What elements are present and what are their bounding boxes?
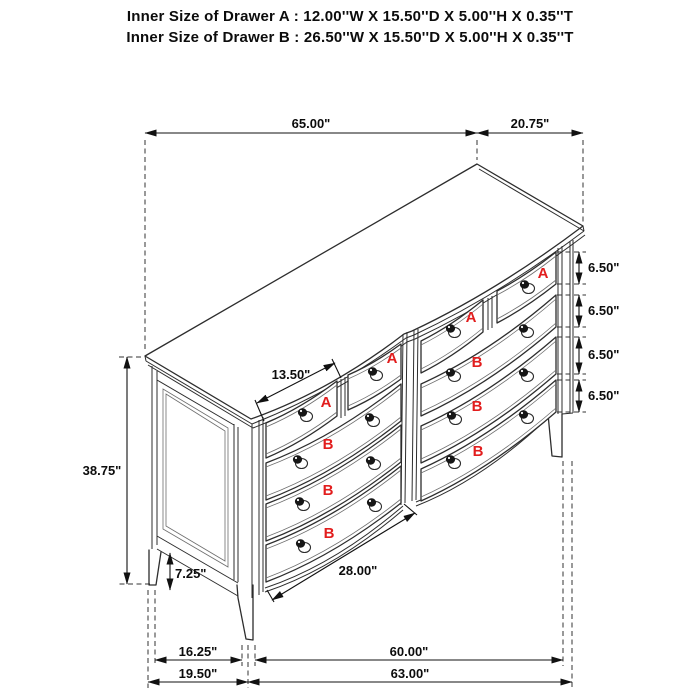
drawer-a-label: A [386, 350, 398, 367]
height-extension-lines [119, 357, 150, 584]
center-stile [401, 329, 418, 505]
drawer-a-label: A [320, 394, 332, 411]
drawer-b-label: B [471, 354, 483, 371]
drawer-a-width-label: 13.50" [271, 367, 311, 382]
drawer-a-inner-size: Inner Size of Drawer A : 12.00''W X 15.50''D X 5.00''H X 0.35''T [126, 8, 574, 25]
drawer-height-ticks [557, 252, 586, 412]
drawer-b-label: B [322, 436, 334, 453]
top-width-label: 65.00" [291, 116, 331, 131]
drawer-b-label: B [472, 443, 484, 460]
drawer-b-width-label: 28.00" [338, 563, 378, 578]
front-right-leg [548, 414, 562, 457]
front-left-leg [237, 585, 253, 640]
leg-height-label: 7.25" [175, 566, 207, 581]
drawer-b-label: B [471, 398, 483, 415]
front-left-corner-post [252, 417, 263, 598]
base-width-inner-label: 60.00" [389, 644, 429, 659]
top-depth-label: 20.75" [510, 116, 550, 131]
base-depth-inner-label: 16.25" [178, 644, 218, 659]
drawer-b-label: B [322, 482, 334, 499]
drawer-b-label: B [323, 525, 335, 542]
drawer-b-inner-size: Inner Size of Drawer B : 26.50''W X 15.50''D X 5.00''H X 0.35''T [126, 29, 574, 46]
drawer-a-label: A [465, 309, 477, 326]
drawer-height-label: 6.50" [588, 303, 620, 318]
overall-height-label: 38.75" [82, 463, 122, 478]
back-left-leg [149, 550, 161, 585]
base-depth-outer-label: 19.50" [178, 666, 218, 681]
drawer-height-label: 6.50" [588, 388, 620, 403]
base-width-outer-label: 63.00" [390, 666, 430, 681]
drawer-height-label: 6.50" [588, 260, 620, 275]
drawer-height-label: 6.50" [588, 347, 620, 362]
drawer-a-label: A [537, 265, 549, 282]
